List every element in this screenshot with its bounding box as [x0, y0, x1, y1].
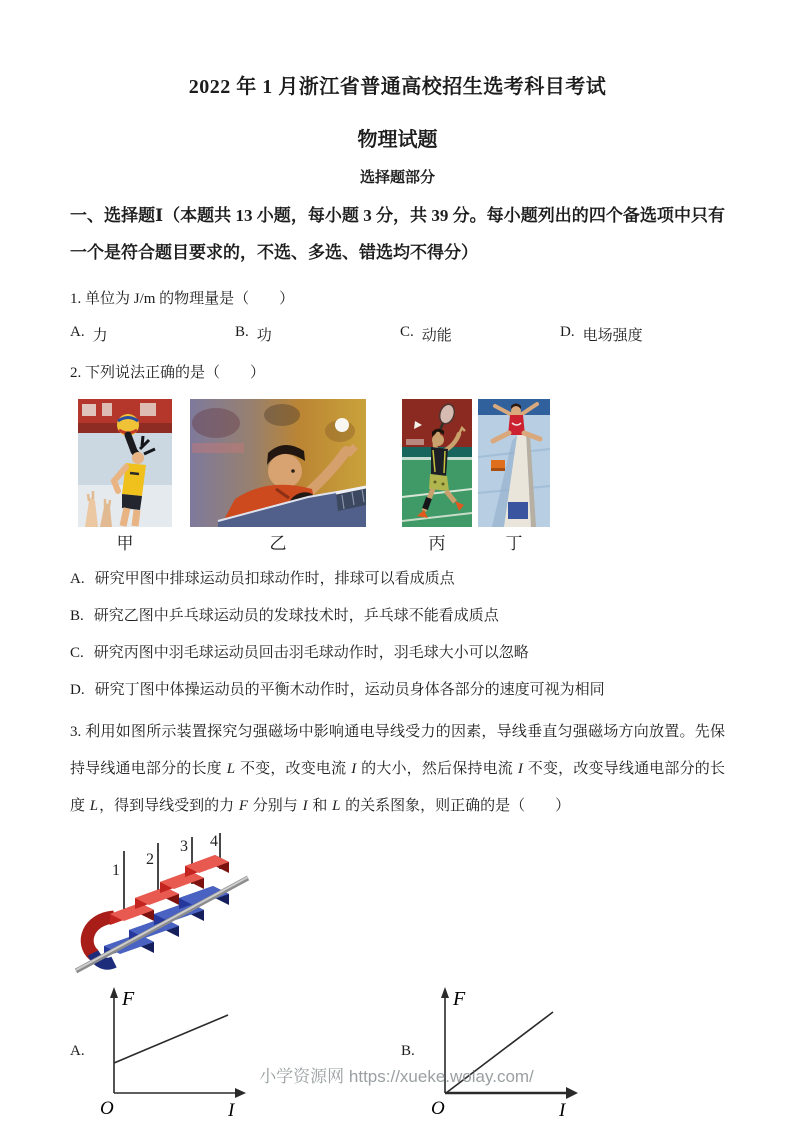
photo-caption-ding: 丁	[505, 534, 523, 553]
q1-stem: 1. 单位为 J/m 的物理量是（ ）	[70, 291, 295, 307]
footer-watermark: 小学资源网 https://xueke.woiay.com/	[259, 1067, 534, 1086]
section-heading: 选择题部分	[359, 170, 435, 186]
q1-option-c-text: 动能	[421, 328, 452, 344]
q2-options	[70, 567, 725, 702]
q2-option-d-text: 研究丁图中体操运动员的平衡木动作时，运动员身体各部分的速度可视为相同	[94, 682, 605, 698]
graph-option-a	[70, 981, 258, 1121]
magnet-apparatus-figure	[70, 829, 270, 979]
q2-photo-captions	[78, 529, 725, 554]
magnet-label-3: 3	[180, 838, 188, 855]
q2-option-b-text: 研究乙图中乒乓球运动员的发球技术时，乒乓球不能看成质点	[93, 608, 499, 624]
graph-b-xlabel: I	[559, 1100, 566, 1121]
graph-a-plot	[90, 981, 258, 1121]
page-title: 2022 年 1 月浙江省普通高校招生选考科目考试	[188, 76, 607, 98]
q1-option-b	[235, 324, 400, 345]
q2-option-d	[70, 678, 725, 702]
q2-photo-row	[78, 399, 725, 527]
q2-option-c	[70, 641, 725, 665]
table-tennis-serve-photo	[190, 399, 366, 527]
magnet-label-1: 1	[112, 862, 120, 879]
q1-option-d-label: D.	[560, 324, 575, 340]
q2-option-b-label: B.	[70, 608, 84, 624]
q1-option-c	[400, 324, 560, 345]
graph-a-origin: O	[100, 1098, 114, 1119]
q2-option-c-text: 研究丙图中羽毛球运动员回击羽毛球动作时，羽毛球大小可以忽略	[93, 645, 529, 661]
q1-option-b-text: 功	[256, 328, 272, 344]
graph-option-b	[401, 981, 589, 1121]
graph-b-plot	[421, 981, 589, 1121]
q1-option-a-text: 力	[92, 328, 108, 344]
magnet-numerals	[112, 833, 218, 879]
q2-option-b	[70, 604, 725, 628]
q1-option-b-label: B.	[235, 324, 249, 340]
graph-b-label: B.	[401, 1042, 415, 1059]
q2-option-a	[70, 567, 725, 591]
q3-graphs	[70, 981, 725, 1121]
q2-option-a-text: 研究甲图中排球运动员扣球动作时，排球可以看成质点	[94, 571, 455, 587]
q1-option-c-label: C.	[400, 324, 414, 340]
q1-option-a	[70, 324, 235, 345]
q2-stem: 2. 下列说法正确的是（ ）	[70, 365, 266, 381]
graph-a-xlabel: I	[228, 1100, 235, 1121]
q2-option-a-label: A.	[70, 571, 85, 587]
photo-caption-bing: 丙	[428, 534, 446, 553]
q1-option-d-text: 电场强度	[582, 328, 643, 344]
q2-option-c-label: C.	[70, 645, 84, 661]
graph-b-origin: O	[431, 1098, 445, 1119]
q2-option-d-label: D.	[70, 682, 85, 698]
graph-a-label: A.	[70, 1042, 85, 1059]
graph-b-ylabel: F	[453, 988, 466, 1010]
badminton-return-photo	[402, 399, 472, 527]
photo-caption-yi: 乙	[269, 534, 287, 553]
q1-option-a-label: A.	[70, 324, 85, 340]
q1-option-d	[560, 324, 643, 345]
balance-beam-photo	[478, 399, 550, 527]
graph-a-ylabel: F	[122, 988, 135, 1010]
graph-a-line	[114, 1015, 228, 1063]
q1-options	[70, 324, 725, 345]
page-subtitle: 物理试题	[357, 129, 438, 151]
photo-caption-jia: 甲	[116, 534, 134, 553]
magnet-label-2: 2	[146, 851, 154, 868]
volleyball-spike-photo	[78, 399, 172, 527]
section-instructions: 一、选择题Ⅰ（本题共 13 小题，每小题 3 分，共 39 分。每小题列出的四个备选项中只有一个是符合题目要求的，不选、多选、错选均不得分）	[70, 206, 725, 262]
q3-stem: 3. 利用如图所示装置探究匀强磁场中影响通电导线受力的因素，导线垂直匀强磁场方向放置。先保持导线通电部分的长度 L 不变，改变电流 I 的大小，然后保持电流 I 不变，改变导线通电部分的长度 L，得到导线受到的力 F 分别与 I 和 L 的关系图象，则正确的是（ ）	[70, 724, 725, 814]
magnet-label-4: 4	[210, 833, 218, 850]
